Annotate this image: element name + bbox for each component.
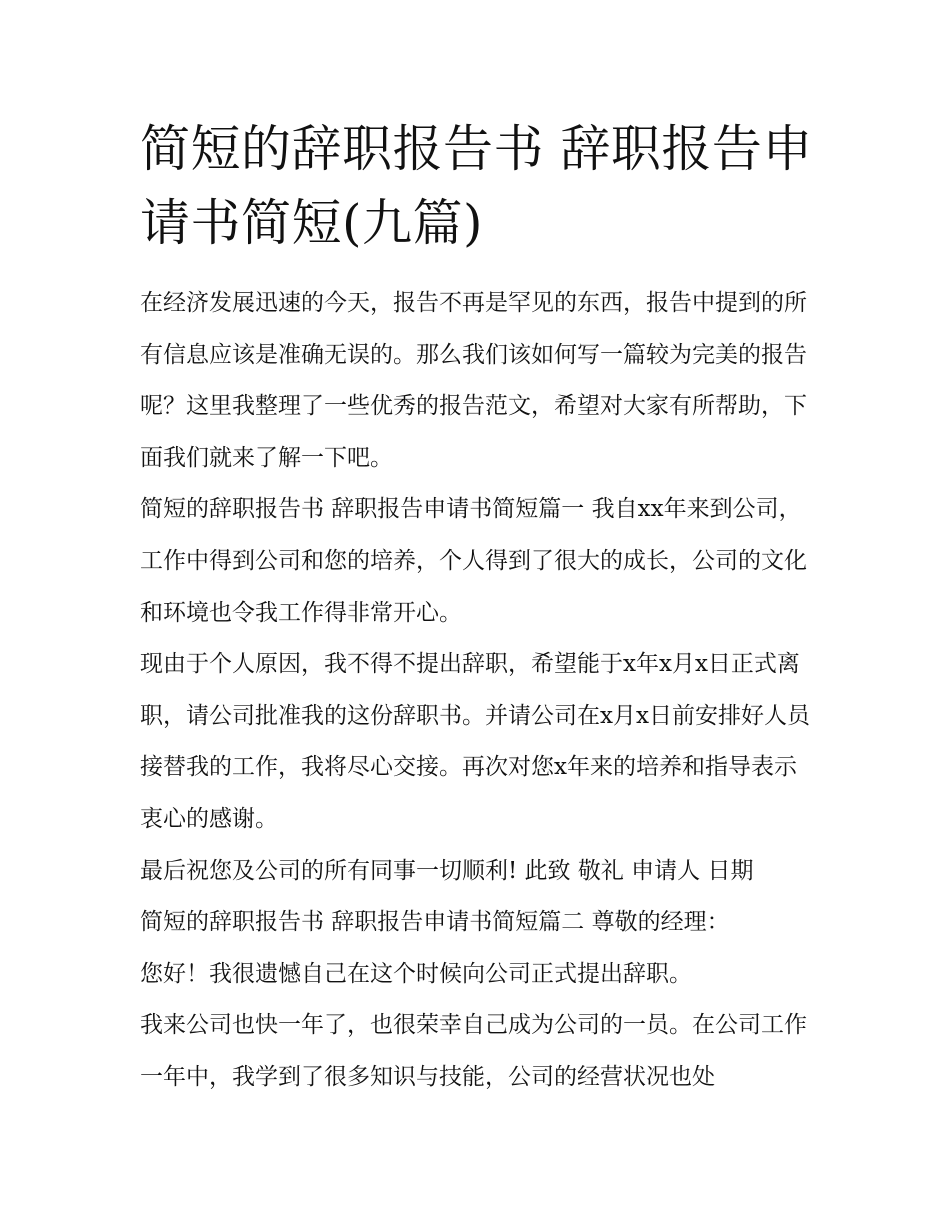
paragraph-closing: 最后祝您及公司的所有同事一切顺利! 此致 敬礼 申请人 日期 [140,857,754,884]
paragraph-intro: 在经济发展迅速的今天，报告不再是罕见的东西，报告中提到的所有信息应该是准确无误的。那么我们该如何写一篇较为完美的报告呢？这里我整理了一些优秀的报告范文，希望对大家有所帮助，下面我们就来了解一下吧。 [140,290,807,471]
paragraph-section-two-heading: 简短的辞职报告书 辞职报告申请书简短篇二 尊敬的经理： [140,909,730,936]
paragraph-resignation-reason: 现由于个人原因，我不得不提出辞职，希望能于x年x月x日正式离职，请公司批准我的这份辞职书。并请公司在x月x日前安排好人员接替我的工作，我将尽心交接。再次对您x年来的培养和指导表示衷心的感谢。 [140,651,810,832]
document-body [140,278,816,1104]
paragraph-section-one: 简短的辞职报告书 辞职报告申请书简短篇一 我自xx年来到公司，工作中得到公司和您的培养，个人得到了很大的成长，公司的文化和环境也令我工作得非常开心。 [140,496,807,626]
paragraph-greeting: 您好！我很遗憾自己在这个时候向公司正式提出辞职。 [140,960,692,987]
document-title: 简短的辞职报告书 辞职报告申请书简短(九篇) [140,120,813,252]
paragraph-experience: 我来公司也快一年了，也很荣幸自己成为公司的一员。在公司工作一年中，我学到了很多知识与技能，公司的经营状况也处 [140,1012,807,1090]
